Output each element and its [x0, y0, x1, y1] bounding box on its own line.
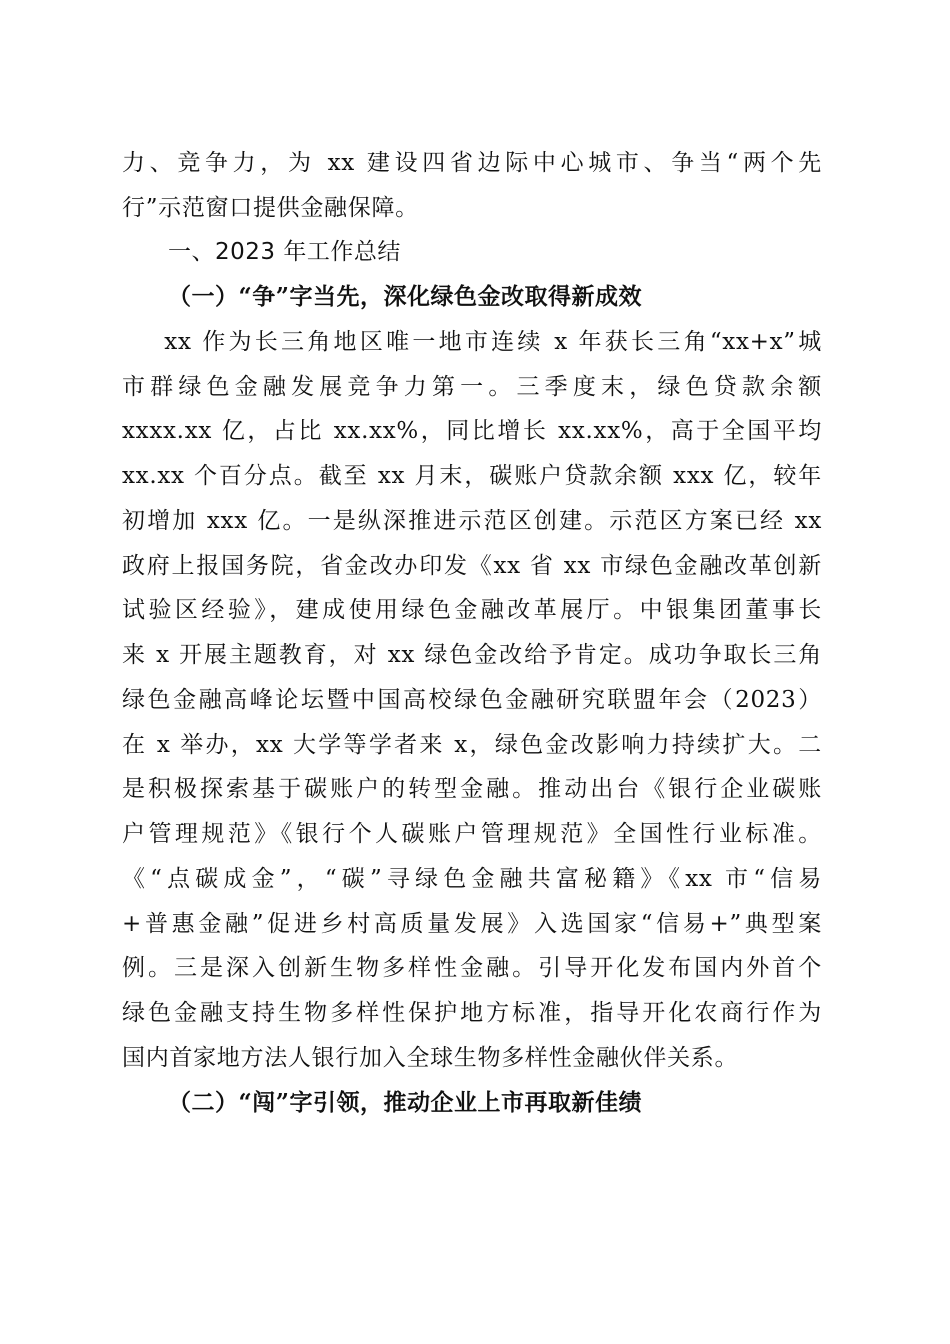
paragraph-line: 是积极探索基于碳账户的转型金融。推动出台《银行企业碳账 — [122, 776, 822, 802]
paragraph-line: 绿色金融支持生物多样性保护地方标准，指导开化农商行作为 — [122, 1000, 822, 1026]
section-heading: 一、2023 年工作总结 — [168, 239, 401, 265]
paragraph-line: 在 x 举办，xx 大学等学者来 x，绿色金改影响力持续扩大。二 — [122, 732, 822, 758]
intro-line: 力、竞争力，为 xx 建设四省边际中心城市、争当“两个先 — [122, 150, 822, 176]
subsection-heading: （二）“闯”字引领，推动企业上市再取新佳绩 — [168, 1089, 642, 1116]
paragraph-line: 来 x 开展主题教育，对 xx 绿色金改给予肯定。成功争取长三角 — [122, 642, 822, 668]
paragraph-line: 试验区经验》，建成使用绿色金融改革展厅。中银集团董事长 — [122, 597, 822, 623]
paragraph-line: xx 作为长三角地区唯一地市连续 x 年获长三角“xx+x”城 — [122, 329, 822, 355]
paragraph-line: 国内首家地方法人银行加入全球生物多样性金融伙伴关系。 — [122, 1045, 739, 1071]
intro-line: 行”示范窗口提供金融保障。 — [122, 195, 419, 221]
paragraph-line: 例。三是深入创新生物多样性金融。引导开化发布国内外首个 — [122, 955, 822, 981]
paragraph-line: 绿色金融高峰论坛暨中国高校绿色金融研究联盟年会（2023） — [122, 687, 822, 713]
paragraph-line: 《“点碳成金”，“碳”寻绿色金融共富秘籍》《xx 市“信易 — [122, 866, 822, 892]
paragraph-line: 市群绿色金融发展竞争力第一。三季度末，绿色贷款余额 — [122, 374, 822, 400]
paragraph-line: 初增加 xxx 亿。一是纵深推进示范区创建。示范区方案已经 xx — [122, 508, 822, 534]
paragraph-line: 户管理规范》《银行个人碳账户管理规范》全国性行业标准。 — [122, 821, 822, 847]
paragraph-line: 政府上报国务院，省金改办印发《xx 省 xx 市绿色金融改革创新 — [122, 553, 822, 579]
paragraph-line: +普惠金融”促进乡村高质量发展》入选国家“信易+”典型案 — [122, 911, 822, 937]
paragraph-line: xxxx.xx 亿，占比 xx.xx%，同比增长 xx.xx%，高于全国平均 — [122, 418, 822, 444]
paragraph-line: xx.xx 个百分点。截至 xx 月末，碳账户贷款余额 xxx 亿，较年 — [122, 463, 822, 489]
subsection-heading: （一）“争”字当先，深化绿色金改取得新成效 — [168, 283, 642, 310]
